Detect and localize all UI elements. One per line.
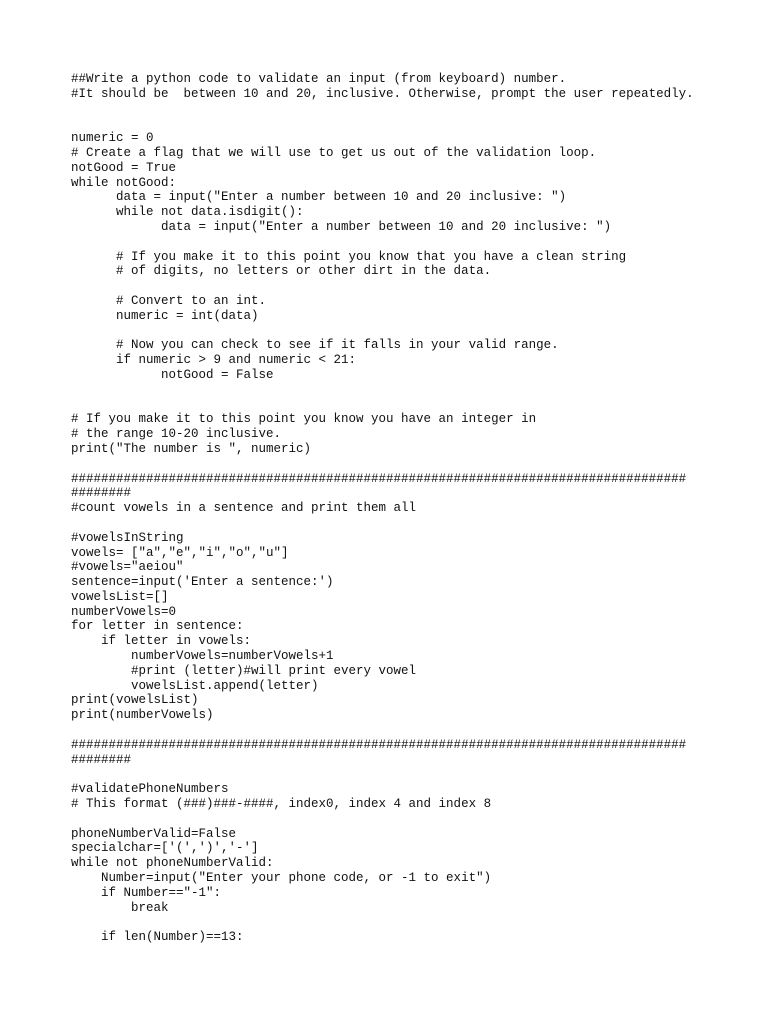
code-line: notGood = False xyxy=(71,367,274,382)
code-line xyxy=(71,235,711,250)
code-line: vowelsList=[] xyxy=(71,589,169,604)
code-line: # This format (###)###-####, index0, index 4 and index 8 xyxy=(71,797,492,812)
code-line: Number=input("Enter your phone code, or -1 to exit") xyxy=(71,871,492,886)
code-line: # Convert to an int. xyxy=(71,293,267,308)
code-line: if len(Number)==13: xyxy=(71,930,244,945)
code-line: while notGood: xyxy=(71,175,177,190)
code-line: # of digits, no letters or other dirt in the data. xyxy=(71,264,492,279)
code-line xyxy=(71,116,711,131)
code-line xyxy=(71,723,711,738)
code-listing xyxy=(71,72,711,945)
code-line: break xyxy=(71,900,169,915)
code-line: vowels= ["a","e","i","o","u"] xyxy=(71,545,289,560)
code-line: vowelsList.append(letter) xyxy=(71,678,319,693)
code-line xyxy=(71,102,711,117)
code-line: # the range 10-20 inclusive. xyxy=(71,427,282,442)
code-line: if letter in vowels: xyxy=(71,634,252,649)
code-line: if Number=="-1": xyxy=(71,885,222,900)
code-line: while not data.isdigit(): xyxy=(71,205,304,220)
code-line: while not phoneNumberValid: xyxy=(71,856,274,871)
code-line xyxy=(71,324,711,339)
code-line xyxy=(71,279,711,294)
code-line xyxy=(71,767,711,782)
code-line: numberVowels=0 xyxy=(71,604,177,619)
code-line: numeric = int(data) xyxy=(71,308,259,323)
code-line: #vowels="aeiou" xyxy=(71,560,184,575)
code-line xyxy=(71,457,711,472)
code-line: print(vowelsList) xyxy=(71,693,199,708)
code-line: # If you make it to this point you know that you have a clean string xyxy=(71,249,627,264)
code-line xyxy=(71,383,711,398)
code-line: print(numberVowels) xyxy=(71,708,214,723)
code-line: # If you make it to this point you know you have an integer in xyxy=(71,412,537,427)
code-line: print("The number is ", numeric) xyxy=(71,441,312,456)
code-line: ######## xyxy=(71,486,132,501)
code-line: # Now you can check to see if it falls in your valid range. xyxy=(71,338,559,353)
code-line: #It should be between 10 and 20, inclusive. Otherwise, prompt the user repeatedly. xyxy=(71,86,694,101)
code-line: #validatePhoneNumbers xyxy=(71,782,229,797)
code-line: ##Write a python code to validate an input (from keyboard) number. xyxy=(71,72,567,86)
code-line: phoneNumberValid=False xyxy=(71,826,237,841)
code-line xyxy=(71,915,711,930)
code-line xyxy=(71,398,711,413)
code-line: numberVowels=numberVowels+1 xyxy=(71,649,334,664)
code-line: #vowelsInString xyxy=(71,530,184,545)
code-line xyxy=(71,516,711,531)
code-line: ######## xyxy=(71,752,132,767)
code-line: notGood = True xyxy=(71,160,177,175)
code-line: numeric = 0 xyxy=(71,131,154,146)
code-line: ################################################################################## xyxy=(71,737,687,752)
code-line: specialchar=['(',')','-'] xyxy=(71,841,259,856)
code-line: for letter in sentence: xyxy=(71,619,244,634)
code-line: data = input("Enter a number between 10 and 20 inclusive: ") xyxy=(71,219,612,234)
code-line: #count vowels in a sentence and print them all xyxy=(71,501,417,516)
code-line: sentence=input('Enter a sentence:') xyxy=(71,575,334,590)
code-line: ################################################################################## xyxy=(71,471,687,486)
code-line: data = input("Enter a number between 10 and 20 inclusive: ") xyxy=(71,190,567,205)
code-line: if numeric > 9 and numeric < 21: xyxy=(71,353,357,368)
code-line: #print (letter)#will print every vowel xyxy=(71,663,417,678)
code-line: # Create a flag that we will use to get us out of the validation loop. xyxy=(71,145,597,160)
code-line xyxy=(71,812,711,827)
